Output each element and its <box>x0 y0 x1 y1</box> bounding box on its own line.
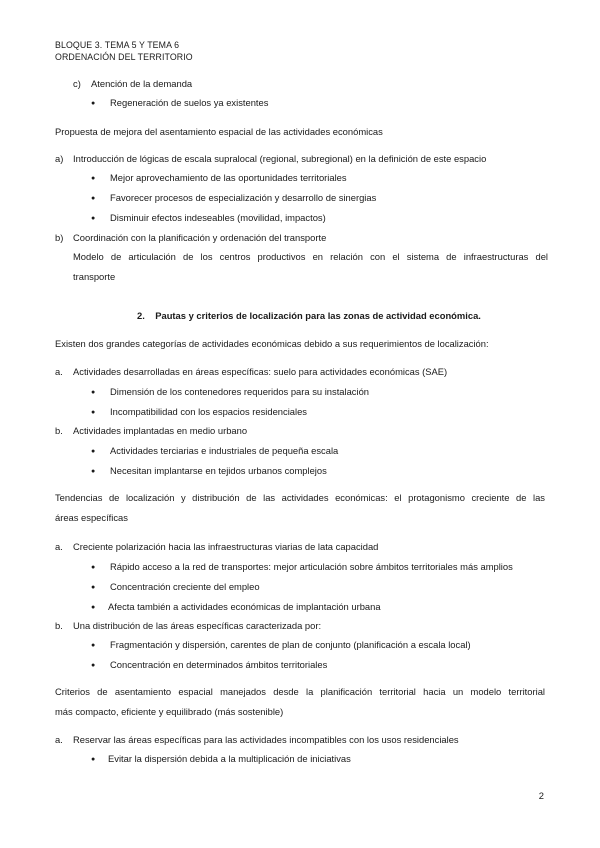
bullet-icon: ● <box>91 662 96 669</box>
section-title: 2. Pautas y criterios de localización para las zonas de actividad económica. <box>137 310 481 321</box>
list-marker: b) <box>55 232 64 243</box>
bullet-text: Dimensión de los contenedores requeridos para su instalación <box>110 386 370 397</box>
list-marker: b. <box>55 425 63 436</box>
list-item-title: Introducción de lógicas de escala supralocal (regional, subregional) en la definición de este espacio <box>73 153 487 164</box>
bullet-text: Concentración en determinados ámbitos territoriales <box>110 659 328 670</box>
list-item-title: Actividades desarrolladas en áreas específicas: suelo para actividades económicas (SAE) <box>73 366 448 377</box>
header-line-1: BLOQUE 3. TEMA 5 Y TEMA 6 <box>55 40 180 50</box>
list-item-title: Coordinación con la planificación y ordenación del transporte <box>73 232 327 243</box>
bullet-icon: ● <box>91 100 96 107</box>
bullet-icon: ● <box>91 604 96 611</box>
paragraph-line: transporte <box>73 271 116 282</box>
list-marker: c) <box>73 78 81 89</box>
page-number: 2 <box>538 790 544 801</box>
bullet-icon: ● <box>91 564 96 571</box>
bullet-text: Incompatibilidad con los espacios residenciales <box>110 406 307 417</box>
list-marker: a. <box>55 366 63 377</box>
bullet-icon: ● <box>91 642 96 649</box>
bullet-text: Fragmentación y dispersión, carentes de plan de conjunto (planificación a escala local) <box>110 639 471 650</box>
bullet-icon: ● <box>91 195 96 202</box>
bullet-icon: ● <box>91 756 96 763</box>
bullet-text: Evitar la dispersión debida a la multiplicación de iniciativas <box>108 753 351 764</box>
bullet-text: Mejor aprovechamiento de las oportunidades territoriales <box>110 172 347 183</box>
paragraph: Existen dos grandes categorías de actividades económicas debido a sus requerimientos de localización: <box>55 338 489 349</box>
bullet-text: Disminuir efectos indeseables (movilidad, impactos) <box>110 212 326 223</box>
header-line-2: ORDENACIÓN DEL TERRITORIO <box>55 52 193 62</box>
paragraph-line: Criterios de asentamiento espacial manejados desde la planificación territorial hacia un modelo territorial <box>55 686 545 697</box>
list-item-title: Actividades implantadas en medio urbano <box>73 425 248 436</box>
list-marker: a) <box>55 153 64 164</box>
paragraph-line: áreas específicas <box>55 512 128 523</box>
bullet-icon: ● <box>91 468 96 475</box>
bullet-text: Necesitan implantarse en tejidos urbanos complejos <box>110 465 327 476</box>
bullet-icon: ● <box>91 175 96 182</box>
bullet-icon: ● <box>91 215 96 222</box>
list-item-title: Reservar las áreas específicas para las actividades incompatibles con los usos residenciales <box>73 734 459 745</box>
bullet-text: Concentración creciente del empleo <box>110 581 260 592</box>
list-item-title: Creciente polarización hacia las infraestructuras viarias de lata capacidad <box>73 541 379 552</box>
list-item-title: Una distribución de las áreas específicas caracterizada por: <box>73 620 322 631</box>
paragraph-line: más compacto, eficiente y equilibrado (más sostenible) <box>55 706 284 717</box>
list-marker: a. <box>55 734 63 745</box>
list-marker: a. <box>55 541 63 552</box>
list-item-title: Atención de la demanda <box>91 78 193 89</box>
paragraph-line: Modelo de articulación de los centros productivos en relación con el sistema de infraestructuras del <box>73 251 548 262</box>
bullet-icon: ● <box>91 389 96 396</box>
bullet-text: Regeneración de suelos ya existentes <box>110 97 269 108</box>
bullet-text: Actividades terciarias e industriales de pequeña escala <box>110 445 339 456</box>
bullet-text: Rápido acceso a la red de transportes: mejor articulación sobre ámbitos territoriales más amplios <box>110 561 513 572</box>
bullet-text: Afecta también a actividades económicas de implantación urbana <box>108 601 381 612</box>
bullet-text: Favorecer procesos de especialización y desarrollo de sinergias <box>110 192 377 203</box>
paragraph-line: Tendencias de localización y distribución de las actividades económicas: el protagonismo creciente de las <box>55 492 545 503</box>
bullet-icon: ● <box>91 448 96 455</box>
bullet-icon: ● <box>91 584 96 591</box>
paragraph-heading: Propuesta de mejora del asentamiento espacial de las actividades económicas <box>55 126 383 137</box>
list-marker: b. <box>55 620 63 631</box>
bullet-icon: ● <box>91 409 96 416</box>
